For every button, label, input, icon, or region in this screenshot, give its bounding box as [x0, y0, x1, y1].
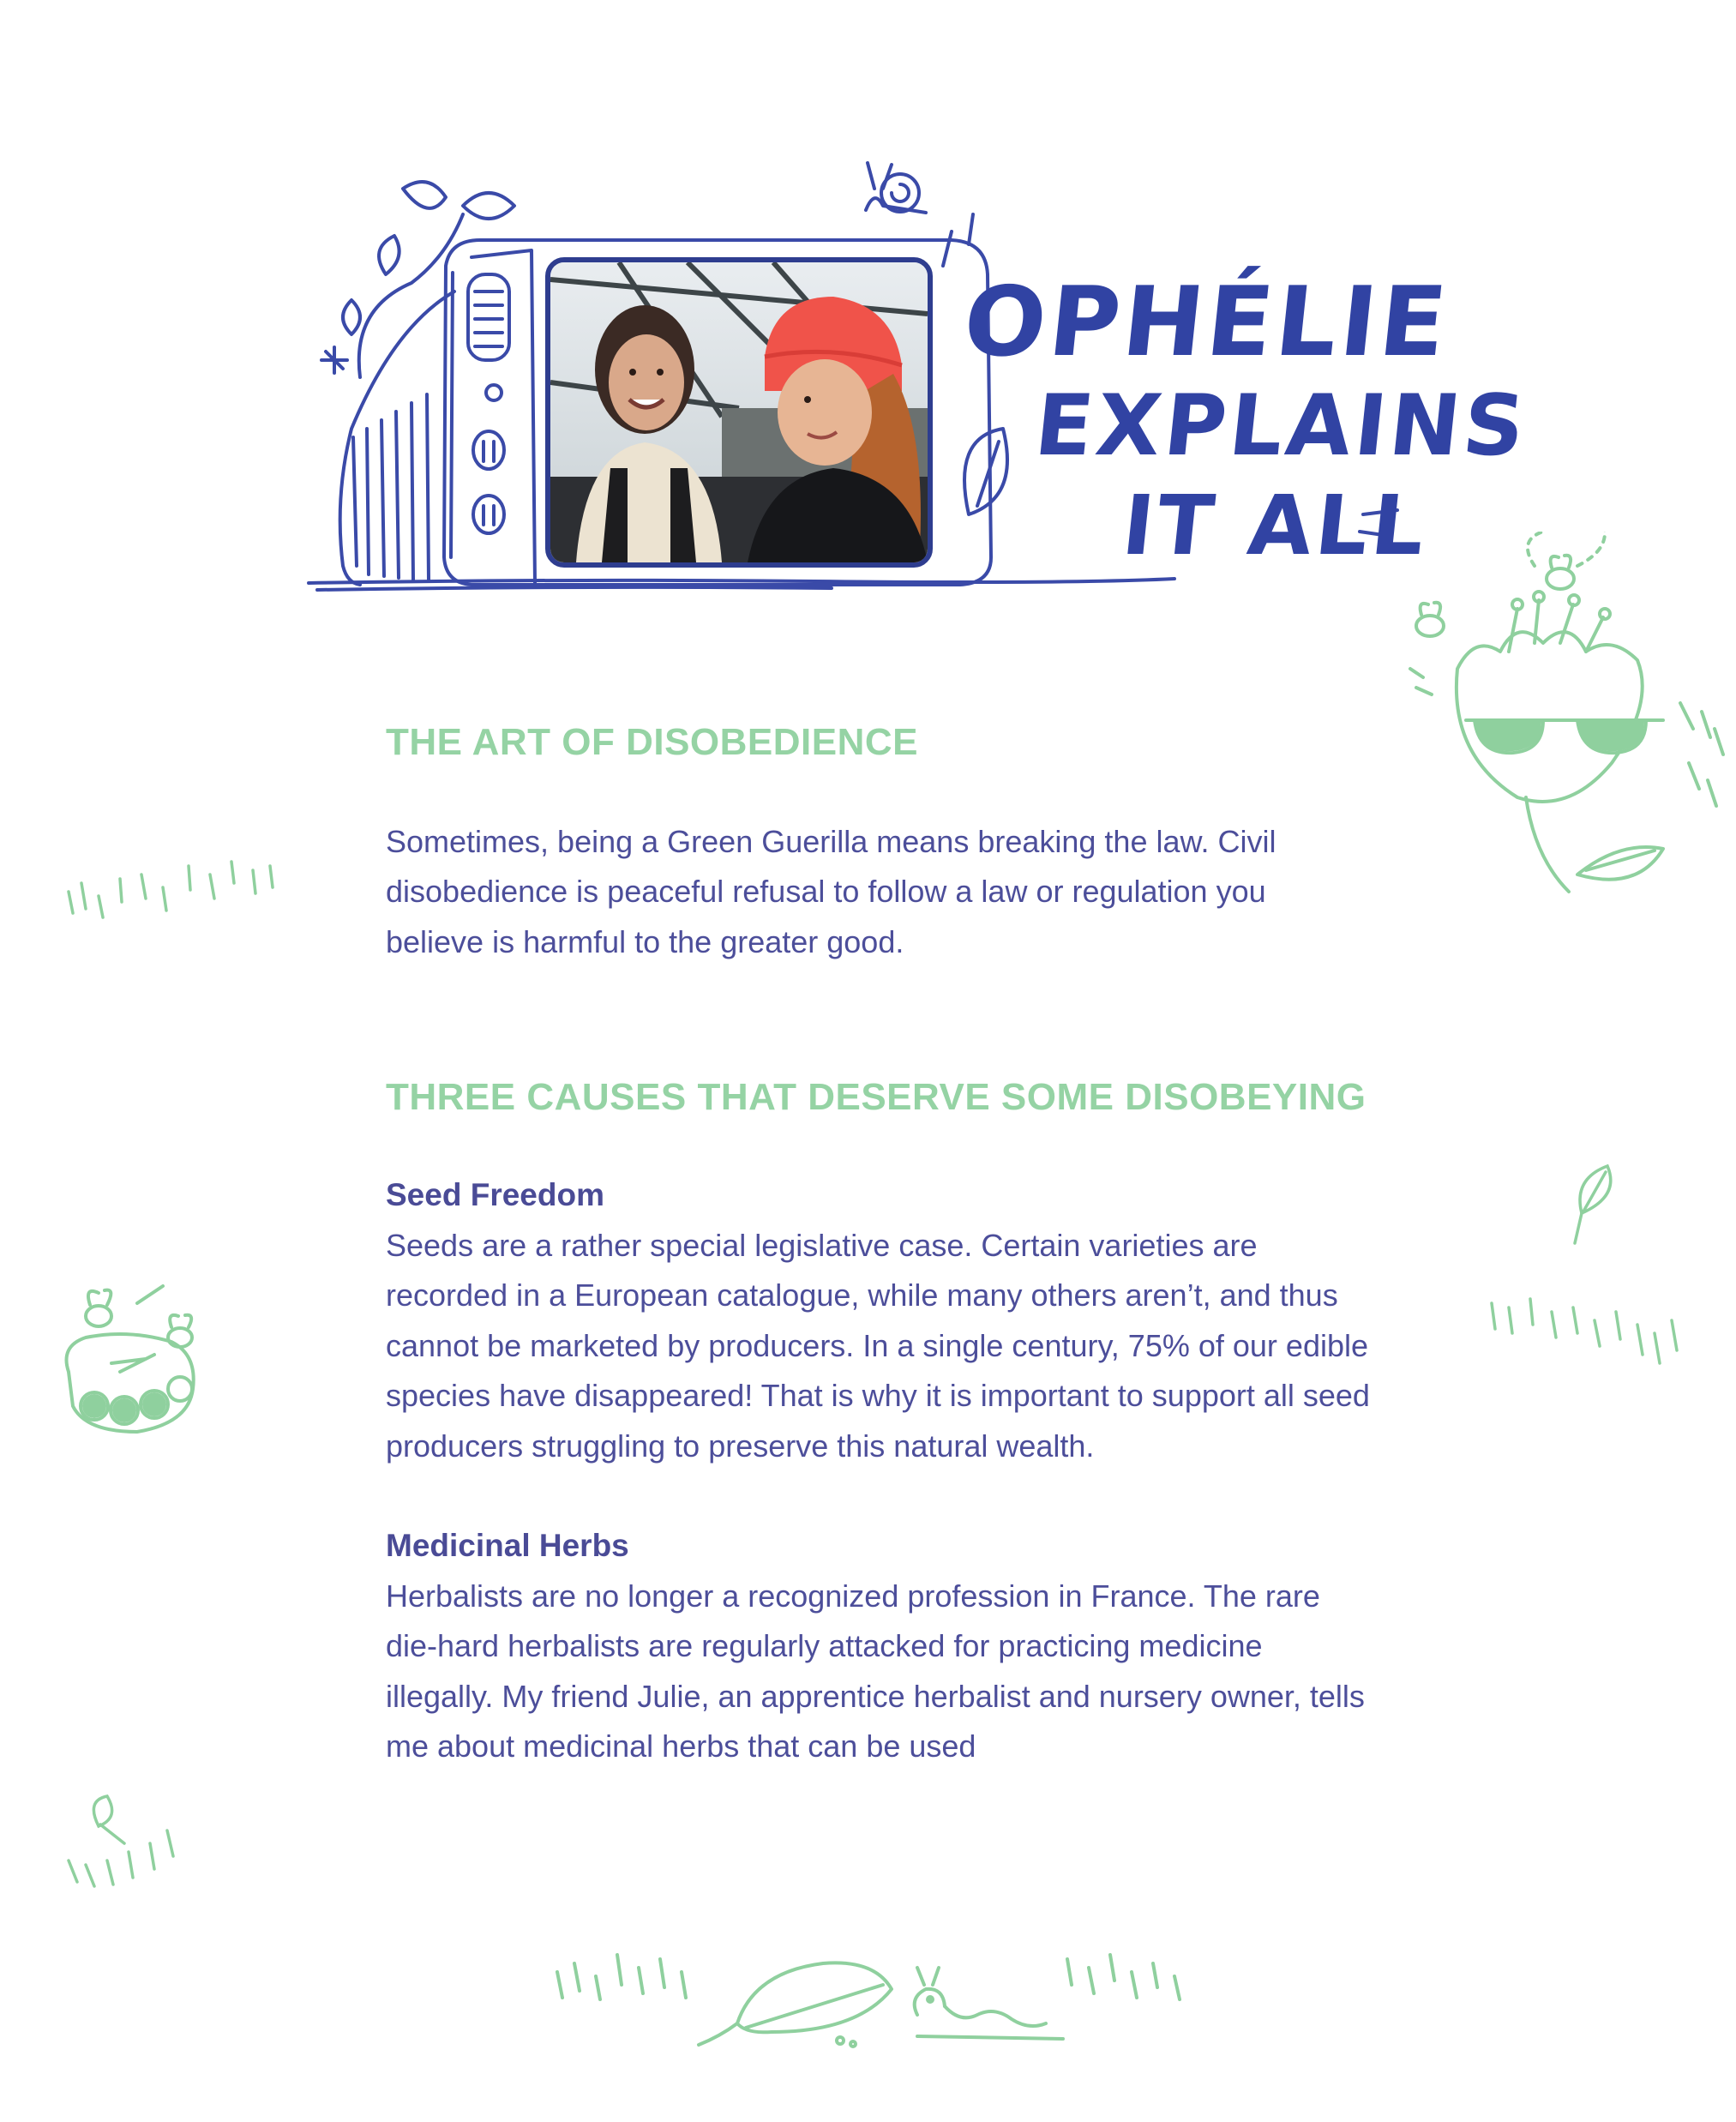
header-illustration — [300, 154, 1533, 617]
cause-body: Seeds are a rather special legislative case. Certain varieties are recorded in a European catalogue, while many others aren’t, and thus cannot be marketed by producers. In a single century, 75% of our edible species have disappeared! That is why it is important to support all seed producers struggling to preserve this natural wealth. — [386, 1227, 1370, 1464]
leaf-caterpillar-bottom — [549, 1938, 1200, 2066]
cause-body: Herbalists are no longer a recognized profession in France. The rare die-hard herbalists are regularly attacked for practicing medicine illegally. My friend Julie, an apprentice herbalist and nursery owner, tells me about medicinal herbs that can be used — [386, 1578, 1365, 1764]
photo-two-women-greenhouse — [545, 257, 933, 568]
title-line-3: IT ALL — [1118, 478, 1433, 574]
flower-sunglasses-doodle — [1406, 532, 1736, 926]
cause-title: Medicinal Herbs — [386, 1528, 629, 1564]
beehive-bees-doodle — [51, 1277, 214, 1449]
article-body — [386, 712, 1372, 1772]
title-line-1: OPHÉLIE — [958, 267, 1455, 378]
paragraph-civil-disobedience: Sometimes, being a Green Guerilla means breaking the law. Civil disobedience is peaceful refusal to follow a law or regulation you believe is harmful to the greater good. — [386, 823, 1276, 959]
grass-tufts-right — [1483, 1286, 1680, 1380]
cause-medicinal-herbs — [386, 1521, 1372, 1772]
leaf-grass-bottom-left — [60, 1792, 189, 1903]
cause-title: Seed Freedom — [386, 1177, 604, 1213]
section-heading-art-of-disobedience: THE ART OF DISOBEDIENCE — [386, 721, 919, 763]
section-heading-three-causes: THREE CAUSES THAT DESERVE SOME DISOBEYING — [386, 1076, 1367, 1119]
title-line-2: EXPLAINS — [1030, 377, 1533, 475]
grass-tufts-left-top — [60, 849, 283, 926]
small-leaf-right — [1565, 1162, 1625, 1247]
cause-seed-freedom — [386, 1170, 1372, 1471]
